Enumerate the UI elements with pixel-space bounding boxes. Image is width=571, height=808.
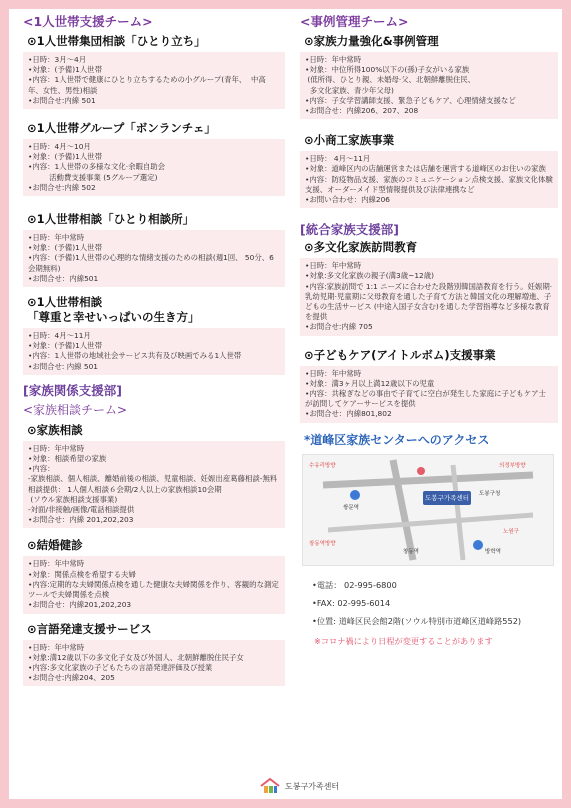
center-logo (259, 777, 339, 795)
info-line: •対象：中位所得100%以下の(孫)子女がいる家族 (305, 65, 470, 75)
program-title: ⊙1人世帯相談 「尊重と幸せいっぱいの生き方」 (27, 295, 200, 325)
team-heading-single-household: <1人世帯支援チーム> (23, 14, 153, 29)
info-line: 活動費支援事業 (5グループ選定) (28, 172, 158, 182)
program-info (23, 139, 285, 196)
program-title: ⊙家族相談 (27, 422, 83, 437)
info-line: •日時：年中常時 (305, 55, 362, 64)
info-line: (ソウル家族相談支援事業) (28, 494, 118, 504)
info-line: •日時：4月～11月 (28, 331, 91, 341)
info-line: •日時：年中常時 (305, 368, 362, 378)
program-info (300, 366, 558, 423)
info-line: •お問合せ：内線501 (28, 273, 99, 283)
info-line: •日時：4月～10月 (28, 142, 91, 152)
info-line: •お問い合わせ：内線206 (305, 195, 390, 205)
program-block (23, 538, 285, 613)
program-title: ⊙小商工家族事業 (304, 133, 395, 148)
info-line: •対象:満12歳以下の多文化子女及び外国人、北朝鮮離脱住民子女 (28, 652, 244, 662)
info-line: •対象：(予備)1人世帯 (28, 65, 102, 75)
contact-address: •位置: 道峰区民会館2階(ソウル特別市道峰区道峰路552) (312, 615, 522, 626)
info-line: •お問合せ：内線801,802 (305, 409, 392, 419)
info-line: •内容：(予備)1人世帯の心理的な情緒支援のための相談(週1回、 50分、6会期無料) (28, 253, 274, 273)
info-line: •日時：年中常時 (305, 261, 362, 271)
info-line: •日時： 4月～11月 (305, 154, 371, 164)
info-line: •内容：1人世帯で健康にひとり立ちするための小グループ(青年、 中高年、女性、男性)相談 (28, 75, 266, 95)
logo-text: 도봉구가족센터 (285, 781, 340, 791)
access-heading: *道峰区家族センターへのアクセス (304, 432, 490, 447)
program-title: ⊙子どもケア(アイトルボム)支援事業 (304, 347, 496, 362)
info-line: •お問合せ：内線 201,202,203 (28, 515, 134, 525)
contact-list (312, 576, 558, 630)
info-line: •お問合せ:内線 705 (305, 322, 373, 332)
right-column (300, 9, 558, 647)
program-title: ⊙多文化家族訪問教育 (304, 240, 418, 255)
info-line: •お問合せ: 内線 501 (28, 361, 98, 371)
program-block (300, 348, 558, 423)
program-block (300, 34, 558, 119)
info-line: •内容：1人世帯の多様な文化·余暇自助会 (28, 162, 166, 172)
info-line: •対象:多文化家族の親子(満3歳~12歳) (305, 271, 434, 281)
dept-heading-integrated-family: [統合家族支援部] (300, 222, 399, 238)
info-line: •日時：年中常時 (28, 443, 85, 453)
info-line: -対面/非接触/画像/電話相談提供 (28, 505, 135, 515)
info-line: •日時：年中常時 (28, 642, 85, 652)
program-block (23, 295, 285, 375)
house-logo-icon (259, 777, 281, 795)
info-line: •内容:多文化家族の子どもたちの言語発達評価及び授業 (28, 662, 213, 672)
info-line: •内容： (28, 464, 55, 474)
info-line: •内容：防疫物品支援、家族のコミュニケーション点検支援、家族文化体験支援、オーダーメイド型情報提供及び法律連携など (305, 174, 553, 194)
program-block (23, 121, 285, 196)
info-line: •対象：(予備)1人世帯 (28, 341, 102, 351)
program-title: ⊙1人世帯グループ「ボンランチェ」 (27, 121, 216, 136)
info-line: •内容：子女学習講師支援、緊急子どもケア、心理情緒支援など (305, 95, 516, 105)
notice-text: ※コロナ禍により日程が変更することがあります (314, 635, 493, 646)
page (9, 9, 562, 799)
contact-phone: •電話： 02-995-6800 (312, 579, 397, 590)
info-line: •対象：道峰区内の店舗運営または店舗を運営する道峰区のお住いの家族 (305, 164, 546, 174)
info-line: •お問合せ:内線 502 (28, 182, 96, 192)
program-block (23, 622, 285, 687)
info-line: •お問合せ:内線 501 (28, 95, 96, 105)
info-line: •対象：相談希望の家族 (28, 454, 107, 464)
map-label: 쌍문역 (343, 504, 359, 511)
program-title: ⊙言語発達支援サービス (27, 621, 152, 636)
dept-heading-family-relations: [家族関係支援部] (23, 382, 122, 398)
team-heading-case-management: <事例管理チーム> (300, 14, 409, 29)
map-label: 수유리방향 (309, 462, 336, 469)
program-title: ⊙1人世帯相談「ひとり相談所」 (27, 212, 195, 227)
info-line: •お問合せ：内線201,202,203 (28, 600, 132, 610)
info-line: •お問合せ：内線206、207、208 (305, 106, 419, 116)
info-line: •対象：満3ヶ月以上満12歳以下の児童 (305, 378, 435, 388)
program-block (300, 133, 558, 208)
access-map (302, 454, 554, 566)
program-info (23, 640, 285, 687)
info-line: •日時：3月～4月 (28, 55, 87, 64)
info-line: •対象：関係点検を希望する夫婦 (28, 569, 136, 579)
info-line: -家族相談、個人相談、離婚前後の相談、児童相談、妊娠出産葛藤相談-無料相談提供： 1人個人相談６会期/2人以上の家族相談10会期 (28, 474, 278, 494)
program-info (23, 230, 285, 287)
team-heading-family-counseling: <家族相談チーム> (23, 402, 128, 417)
program-block (23, 423, 285, 529)
map-label: 노원구 (503, 528, 519, 535)
map-graphic (303, 455, 553, 565)
program-title: ⊙家族力量強化&事例管理 (304, 34, 439, 48)
program-info (300, 52, 558, 119)
info-line: •お問合せ:内線204、205 (28, 673, 115, 683)
map-label: 도봉구청 (479, 490, 501, 497)
map-label: 창동역 (403, 548, 419, 555)
program-info (300, 151, 558, 208)
info-line: (低所得、ひとり親、未婚母·父、北朝鮮離脱住民、 (305, 75, 476, 85)
info-line: •内容：共稼ぎなどの事由で子育てに空白が発生した家庭に子どもケア士が訪問してケアーサービスを提供 (305, 389, 546, 409)
map-label: 방학역 (485, 548, 501, 555)
program-block (300, 240, 558, 335)
program-info (23, 441, 285, 529)
left-column (23, 9, 285, 692)
program-info (300, 258, 558, 335)
program-title: ⊙1人世帯集団相談「ひとり立ち」 (27, 34, 206, 48)
info-line: •内容:定期的な夫婦関係点検を通した健康な夫婦関係を作り、客観的な測定ツールで夫婦関係を点検 (28, 579, 279, 600)
map-label: 의정부방향 (499, 462, 526, 469)
info-line: 多文化家族、青少年父母) (305, 85, 394, 95)
map-label-center: 도봉구가족센터 (425, 493, 469, 502)
program-info (23, 556, 285, 613)
program-title: ⊙結婚健診 (27, 538, 83, 553)
info-line: •内容:家族訪問で 1:1 ニーズに合わせた段階別韓国語教育を行う。妊娠期·乳幼児期·児童期に父母教育を通した子育て方法と韓国文化の理解増進、子どもの生活サービス (中途入国子女含む)を通した学習指導など多様な教育を提供 (305, 281, 553, 322)
program-info (23, 328, 285, 375)
info-line: •内容：1人世帯の地域社会サービス共有及び映画でみる1人世帯 (28, 351, 242, 361)
program-block (23, 34, 285, 109)
contact-fax: •FAX: 02-995-6014 (312, 597, 391, 608)
info-line: •対象：(予備)1人世帯 (28, 152, 102, 162)
program-info (23, 52, 285, 109)
info-line: •日時：年中常時 (28, 559, 85, 569)
map-label: 창동역방향 (309, 540, 336, 547)
info-line: •日時：年中常時 (28, 233, 85, 243)
info-line: •対象：(予備)1人世帯 (28, 243, 102, 253)
program-block (23, 212, 285, 287)
